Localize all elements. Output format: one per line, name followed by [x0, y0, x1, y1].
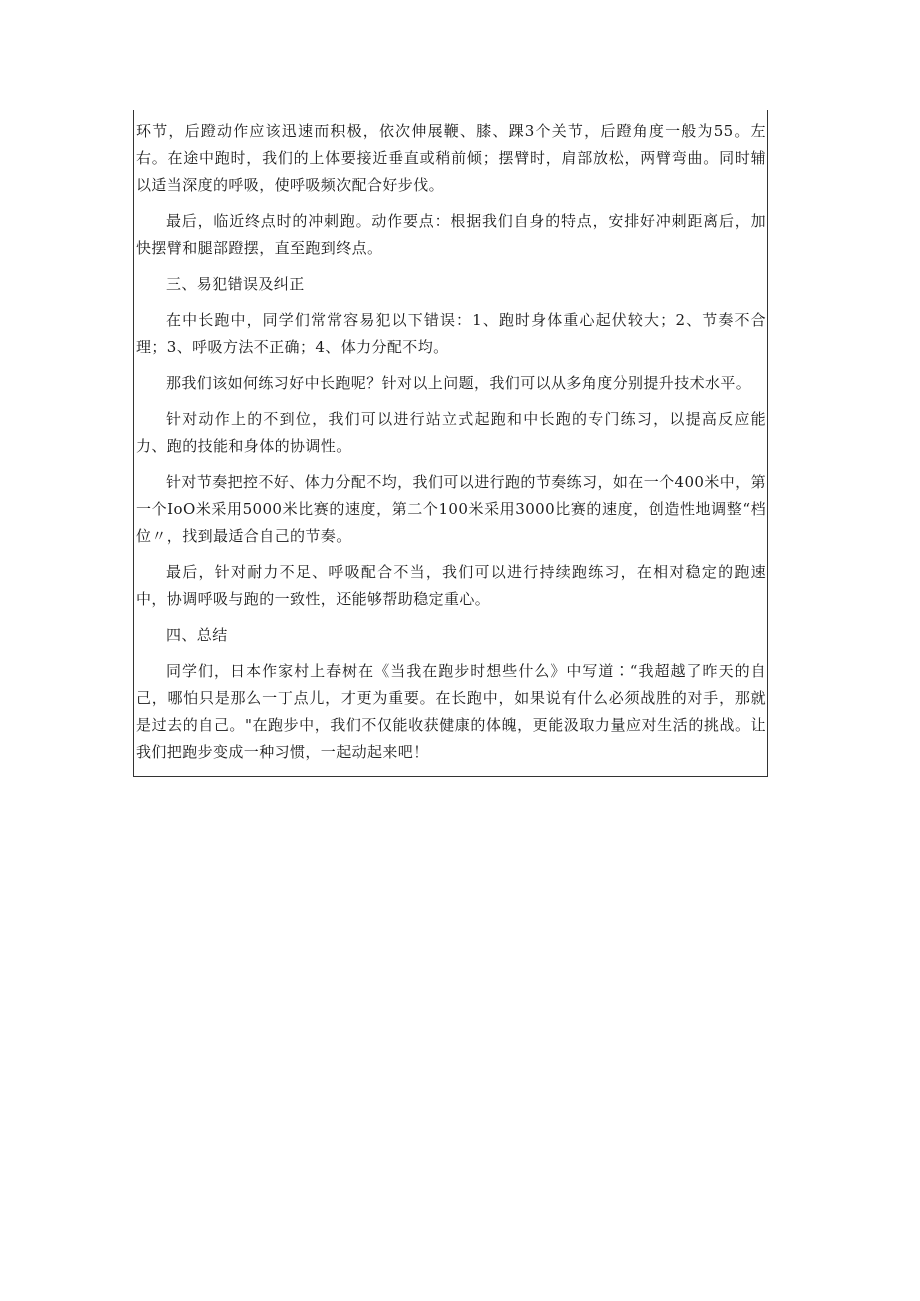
- paragraph-4: 那我们该如何练习好中长跑呢？针对以上问题，我们可以从多角度分别提升技术水平。: [166, 374, 752, 392]
- document-body: [136, 118, 766, 775]
- paragraph-5: 针对动作上的不到位，我们可以进行站立式起跑和中长跑的专门练习，以提高反应能力、跑的技能和身体的协调性。: [136, 410, 766, 455]
- paragraph-6: 针对节奏把控不好、体力分配不均，我们可以进行跑的节奏练习，如在一个400米中，第一个IoO米采用5000米比赛的速度，第二个100米采用3000比赛的速度，创造性地调整“档位〃，找到最适合自己的节奏。: [136, 473, 766, 545]
- paragraph-1: 环节，后蹬动作应该迅速而积极，依次伸展鞭、膝、踝3个关节，后蹬角度一般为55。左右。在途中跑时，我们的上体要接近垂直或稍前倾；摆臂时，肩部放松，两臂弯曲。同时辅以适当深度的呼吸，使呼吸频次配合好步伐。: [136, 122, 766, 194]
- section-heading-errors: 三、易犯错误及纠正: [166, 275, 305, 293]
- section-heading-summary: 四、总结: [166, 626, 228, 644]
- paragraph-2: 最后，临近终点时的冲刺跑。动作要点：根据我们自身的特点，安排好冲刺距离后，加快摆臂和腿部蹬摆，直至跑到终点。: [136, 212, 766, 257]
- paragraph-7: 最后，针对耐力不足、呼吸配合不当，我们可以进行持续跑练习，在相对稳定的跑速中，协调呼吸与跑的一致性，还能够帮助稳定重心。: [136, 563, 766, 608]
- paragraph-3: 在中长跑中，同学们常常容易犯以下错误：1、跑时身体重心起伏较大；2、节奏不合理；3、呼吸方法不正确；4、体力分配不均。: [136, 311, 766, 356]
- paragraph-8: 同学们，日本作家村上春树在《当我在跑步时想些什么》中写道∶“我超越了昨天的自己，哪怕只是那么一丁点儿，才更为重要。在长跑中，如果说有什么必须战胜的对手，那就是过去的自己。"在跑步中，我们不仅能收获健康的体魄，更能汲取力量应对生活的挑战。让我们把跑步变成一种习惯，一起动起来吧！: [136, 662, 766, 761]
